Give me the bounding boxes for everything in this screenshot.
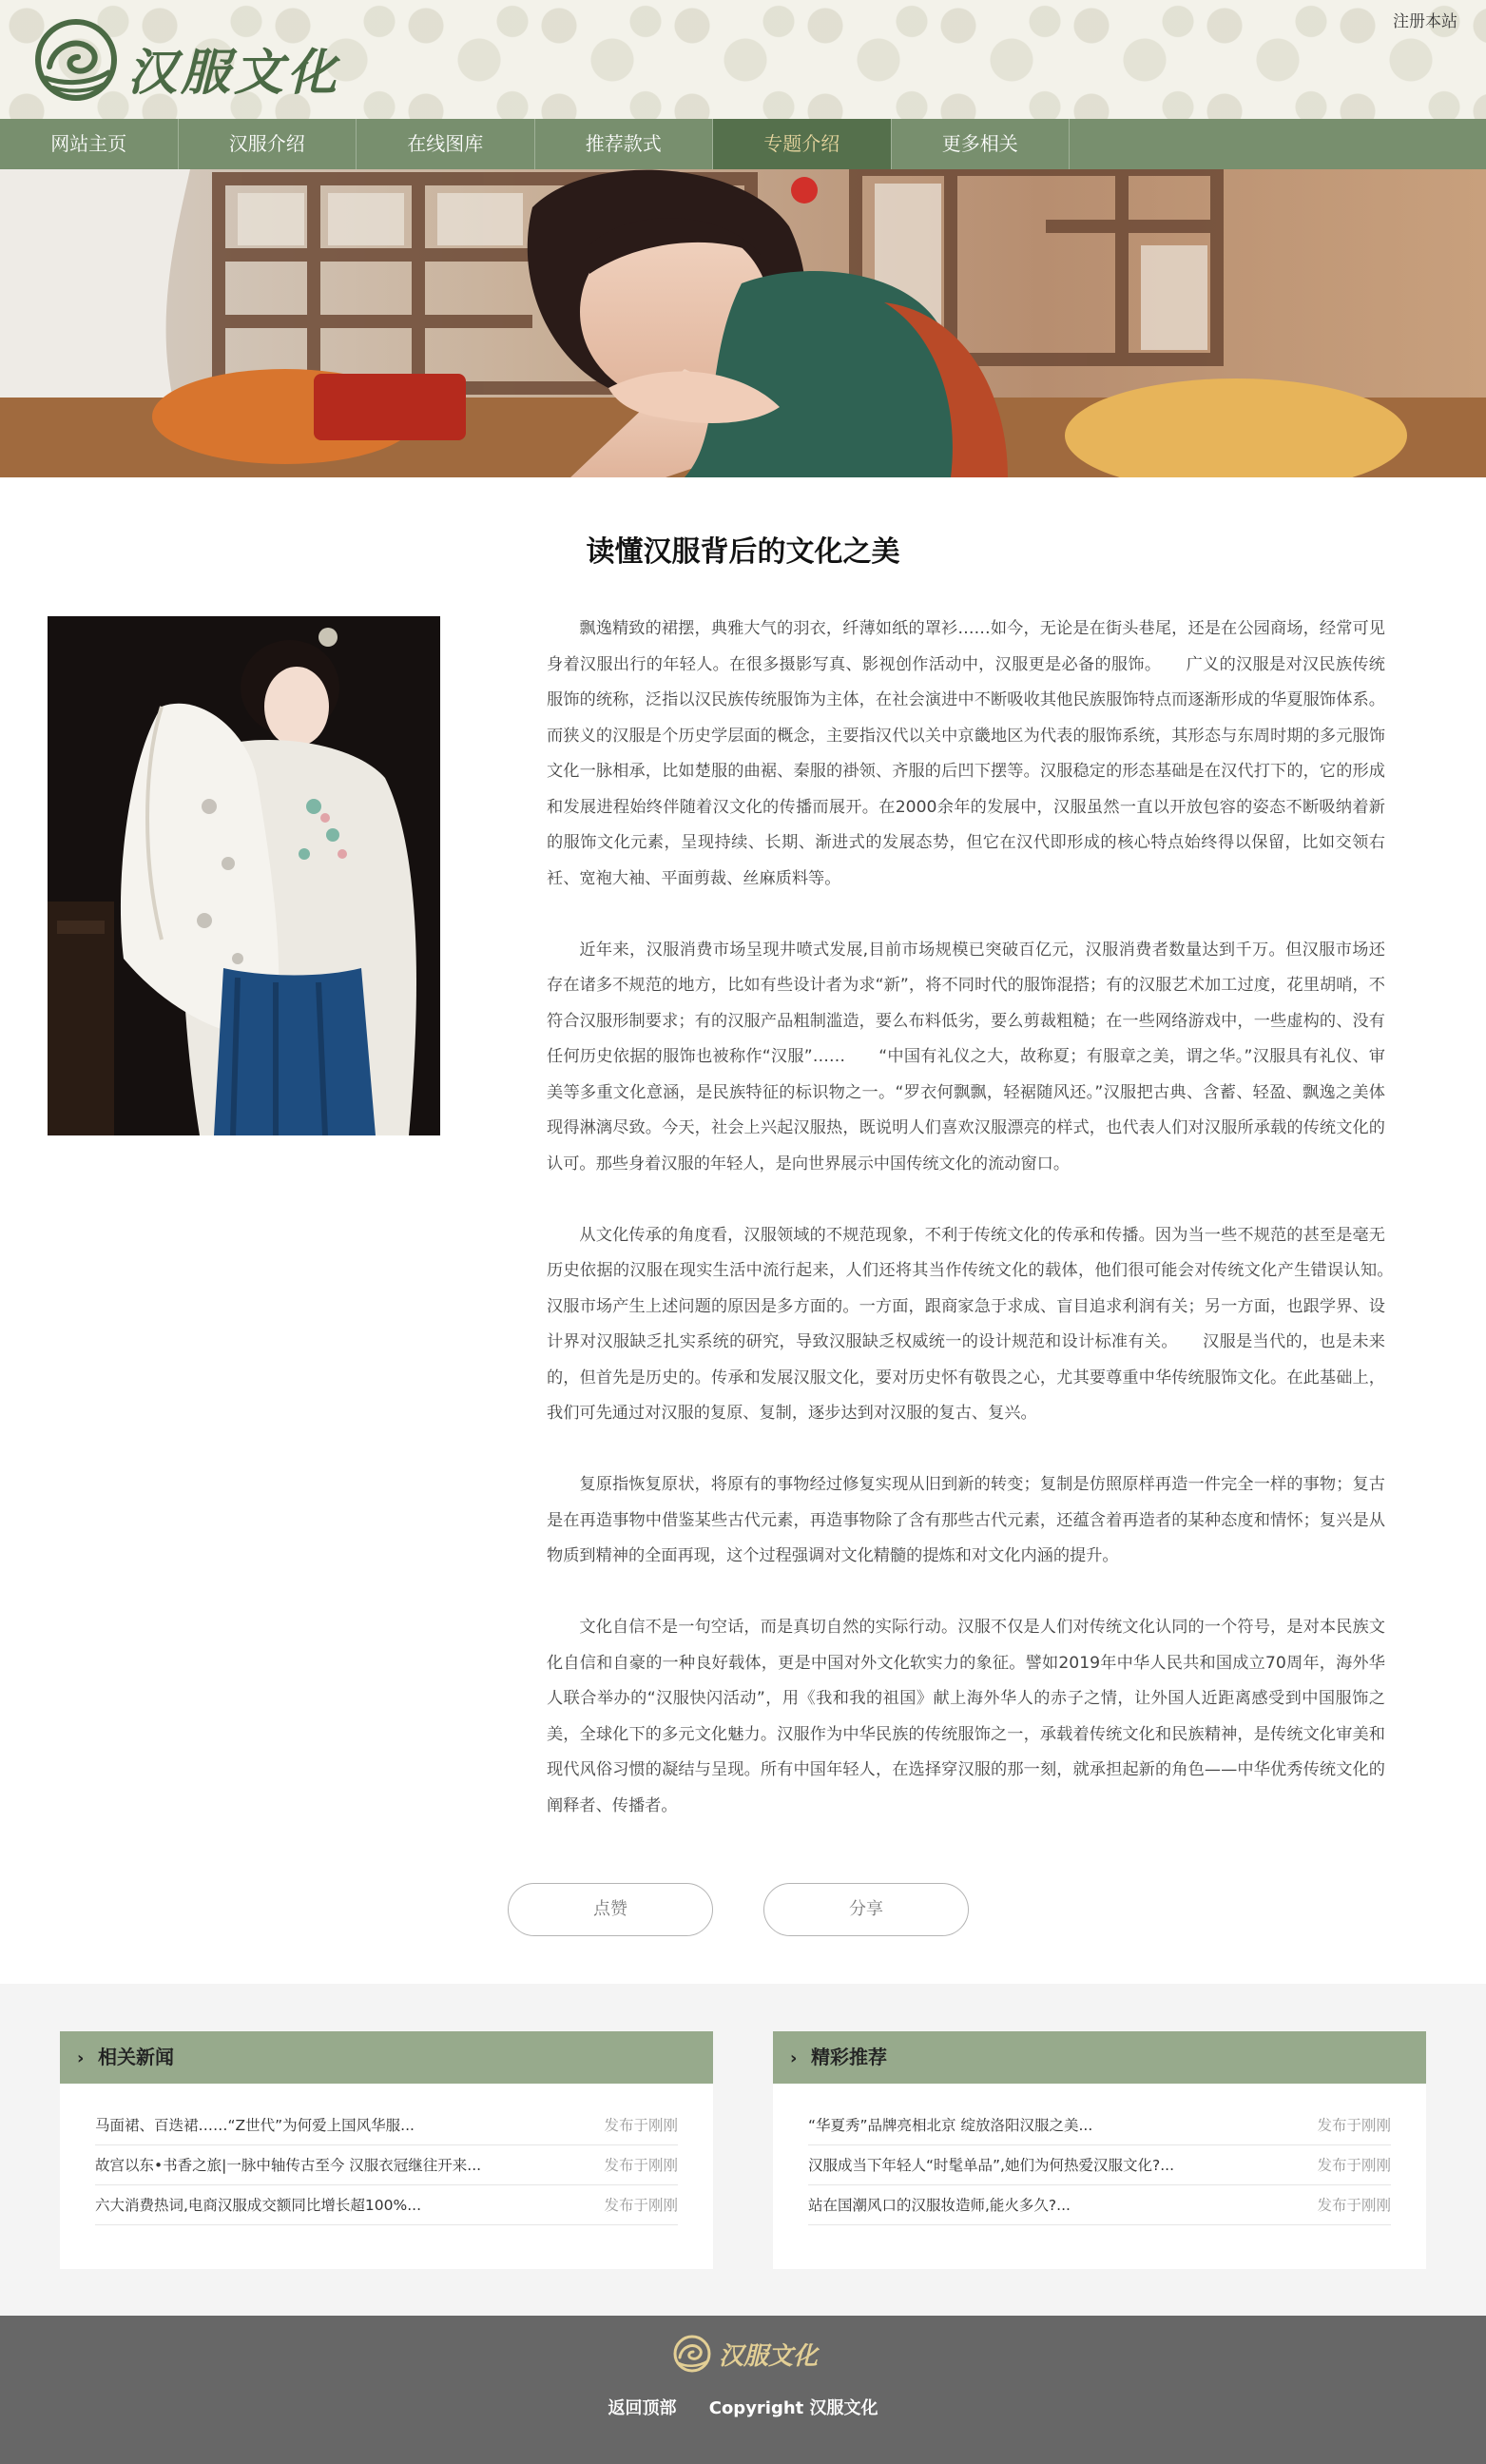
news-title[interactable]: 故宫以东•书香之旅|一脉中轴传古至今 汉服衣冠继往开来... <box>95 2157 482 2174</box>
copyright-text: Copyright 汉服文化 <box>708 2398 878 2418</box>
site-logo-text: 汉服文化 <box>127 44 341 102</box>
article-paragraph: 文化自信不是一句空话，而是真切自然的实际行动。汉服不仅是人们对传统文化认同的一个符号，是对本民族文化自信和自豪的一种良好载体，更是中国对外文化软实力的象征。譬如2019年中华人民共和国成立70周年，海外华人联合举办的“汉服快闪活动”，用《我和我的祖国》献上海外华人的赤子之情，让外国人近距离感受到中国服饰之美，全球化下的多元文化魅力。汉服作为中华民族的传统服饰之一，承载着传统文化和民族精神，是传统文化审美和现代风俗习惯的凝结与呈现。所有中国年轻人，在选择穿汉服的那一刻，就承担起新的角色——中华优秀传统文化的阐释者、传播者。 <box>547 1618 1385 1815</box>
related-news-panel <box>60 2031 713 2269</box>
related-section <box>0 1984 1486 2316</box>
list-item[interactable] <box>808 2185 1391 2225</box>
footer-logo-text: 汉服文化 <box>719 2342 819 2371</box>
article-photo <box>48 616 440 1135</box>
register-link[interactable]: 注册本站 <box>1393 12 1457 31</box>
recommend-title[interactable]: 站在国潮风口的汉服妆造师,能火多久?... <box>808 2197 1071 2214</box>
back-to-top-link[interactable]: 返回顶部 <box>608 2398 677 2418</box>
article-paragraph: 复原指恢复原状，将原有的事物经过修复实现从旧到新的转变；复制是仿照原样再造一件完全一样的事物；复古是在再造事物中借鉴某些古代元素，再造事物除了含有那些古代元素，还蕴含着再造者的某种态度和情怀；复兴是从物质到精神的全面再现，这个过程强调对文化精髓的提炼和对文化内涵的提升。 <box>547 1475 1385 1565</box>
footer-links <box>0 2395 1486 2419</box>
like-button[interactable]: 点赞 <box>508 1883 713 1936</box>
news-time: 发布于刚刚 <box>604 2117 678 2134</box>
list-item[interactable] <box>95 2185 678 2225</box>
list-item[interactable] <box>808 2105 1391 2145</box>
main-nav <box>0 119 1486 169</box>
news-list <box>60 2084 713 2225</box>
list-item[interactable] <box>95 2105 678 2145</box>
panel-header <box>773 2031 1426 2084</box>
nav-item-more[interactable]: 更多相关 <box>892 119 1071 169</box>
nav-item-gallery[interactable]: 在线图库 <box>357 119 535 169</box>
panel-header <box>60 2031 713 2084</box>
banner-illustration <box>0 169 1486 477</box>
swirl-logo-icon <box>671 2333 713 2375</box>
list-item[interactable] <box>808 2145 1391 2185</box>
footer-logo[interactable] <box>671 2333 823 2375</box>
share-button[interactable]: 分享 <box>763 1883 969 1936</box>
swirl-logo-icon <box>32 17 120 103</box>
chevron-right-icon: › <box>77 2048 85 2068</box>
news-title[interactable]: 六大消费热词,电商汉服成交额同比增长超100%... <box>95 2197 422 2214</box>
article-paragraph: 从文化传承的角度看，汉服领域的不规范现象，不利于传统文化的传承和传播。因为当一些不规范的甚至是毫无历史依据的汉服在现实生活中流行起来，人们还将其当作传统文化的载体，他们很可能会对传统文化产生错误认知。 汉服市场产生上述问题的原因是多方面的。一方面，跟商家急于求成、盲目追求利润有关；另一方面，也跟学界、设计界对汉服缺乏扎实系统的研究，导致汉服缺乏权威统一的设计规范和设计标准有关。 汉服是当代的，也是未来的，但首先是历史的。传承和发展汉服文化，要对历史怀有敬畏之心，尤其要尊重中华传统服饰文化。在此基础上，我们可先通过对汉服的复原、复制，逐步达到对汉服的复古、复兴。 <box>547 1225 1418 1423</box>
hanfu-portrait-illustration <box>48 616 440 1135</box>
site-footer <box>0 2316 1486 2464</box>
nav-item-styles[interactable]: 推荐款式 <box>535 119 714 169</box>
article-title: 读懂汉服背后的文化之美 <box>586 535 900 569</box>
recommend-title[interactable]: 汉服成当下年轻人“时髦单品”,她们为何热爱汉服文化?... <box>808 2157 1174 2174</box>
recommend-list <box>773 2084 1426 2225</box>
news-time: 发布于刚刚 <box>604 2197 678 2214</box>
article-body <box>547 611 1418 1860</box>
recommend-title[interactable]: “华夏秀”品牌亮相北京 绽放洛阳汉服之美... <box>808 2117 1093 2134</box>
site-logo[interactable] <box>32 17 346 103</box>
article-paragraph: 近年来，汉服消费市场呈现井喷式发展,目前市场规模已突破百亿元，汉服消费者数量达到千万。但汉服市场还存在诸多不规范的地方，比如有些设计者为求“新”，将不同时代的服饰混搭；有的汉服艺术加工过度，花里胡哨，不符合汉服形制要求；有的汉服产品粗制滥造，要么布料低劣，要么剪裁粗糙；在一些网络游戏中，一些虚构的、没有任何历史依据的服饰也被称作“汉服”…… “中国有礼仪之大，故称夏；有服章之美，谓之华。”汉服具有礼仪、审美等多重文化意涵，是民族特征的标识物之一。“罗衣何飘飘，轻裾随风还。”汉服把古典、含蓄、轻盈、飘逸之美体现得淋漓尽致。今天，社会上兴起汉服热，既说明人们喜欢汉服漂亮的样式，也代表人们对汉服所承载的传统文化的认可。那些身着汉服的年轻人，是向世界展示中国传统文化的流动窗口。 <box>547 940 1385 1174</box>
chevron-right-icon: › <box>790 2048 798 2068</box>
list-item[interactable] <box>95 2145 678 2185</box>
recommend-time: 发布于刚刚 <box>1317 2117 1391 2134</box>
news-title[interactable]: 马面裙、百迭裙……“Z世代”为何爱上国风华服... <box>95 2117 415 2134</box>
nav-item-intro[interactable]: 汉服介绍 <box>179 119 357 169</box>
recommend-time: 发布于刚刚 <box>1317 2157 1391 2174</box>
nav-item-home[interactable]: 网站主页 <box>0 119 179 169</box>
article-paragraph: 飘逸精致的裙摆，典雅大气的羽衣，纤薄如纸的罩衫……如今，无论是在街头巷尾，还是在公园商场，经常可见身着汉服出行的年轻人。在很多摄影写真、影视创作活动中，汉服更是必备的服饰。 广义的汉服是对汉民族传统服饰的统称，泛指以汉民族传统服饰为主体，在社会演进中不断吸收其他民族服饰特点而逐渐形成的华夏服饰体系。而狭义的汉服是个历史学层面的概念，主要指汉代以关中京畿地区为代表的服饰系统，其形态与东周时期的多元服饰文化一脉相承，比如楚服的曲裾、秦服的褂领、齐服的后凹下摆等。汉服稳定的形态基础是在汉代打下的，它的形成和发展进程始终伴随着汉文化的传播而展开。在2000余年的发展中，汉服虽然一直以开放包容的姿态不断吸纳着新的服饰文化元素，呈现持续、长期、渐进式的发展态势，但它在汉代即形成的核心特点始终得以保留，比如交领右衽、宽袍大袖、平面剪裁、丝麻质料等。 <box>547 619 1385 888</box>
news-time: 发布于刚刚 <box>604 2157 678 2174</box>
recommend-time: 发布于刚刚 <box>1317 2197 1391 2214</box>
nav-item-topics[interactable]: 专题介绍 <box>713 119 892 169</box>
panel-title: 相关新闻 <box>98 2046 174 2068</box>
hero-banner-image <box>0 169 1486 477</box>
site-header <box>0 0 1486 119</box>
recommend-panel <box>773 2031 1426 2269</box>
panel-title: 精彩推荐 <box>811 2046 887 2068</box>
